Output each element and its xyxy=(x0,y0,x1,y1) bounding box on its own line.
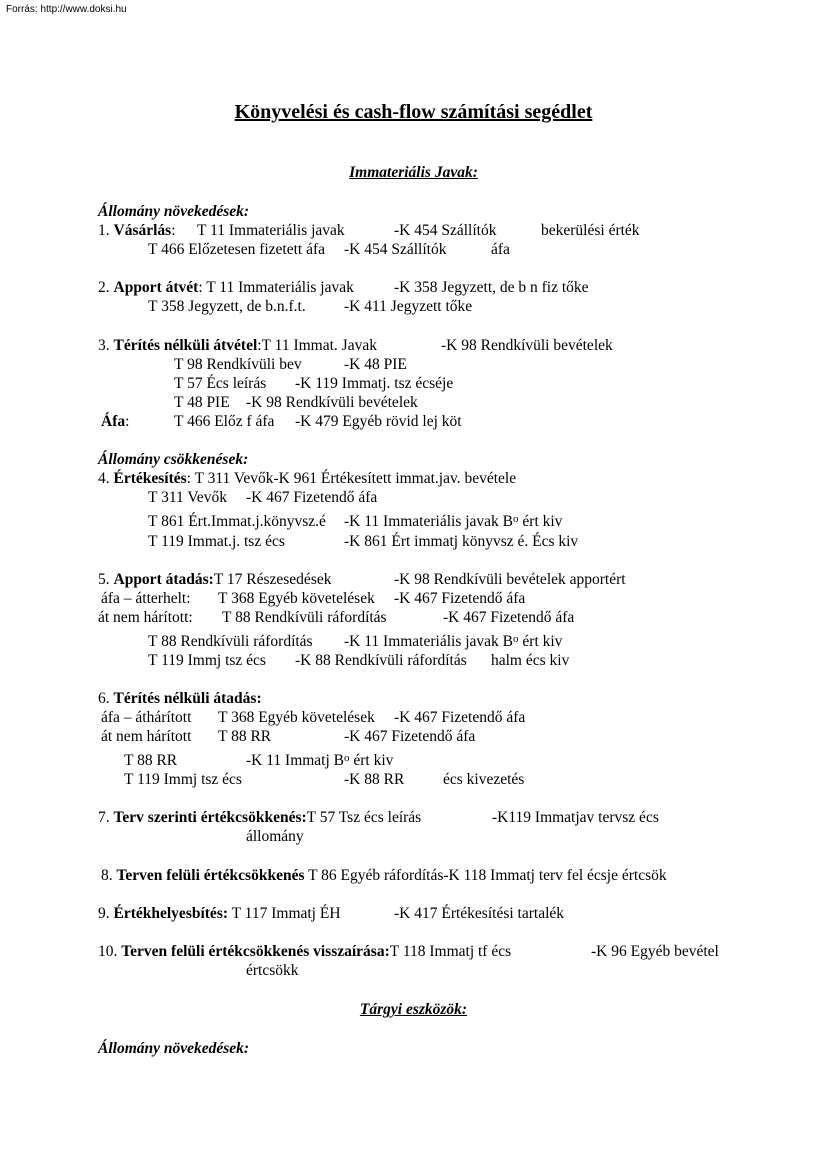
entry-1b-debit: T 466 Előzetesen fizetett áfa xyxy=(148,241,326,258)
entry-5e-debit: T 119 Immj tsz écs xyxy=(148,652,266,669)
entry-6b-debit: T 368 Egyéb követelések xyxy=(218,709,375,726)
entry-5c-credit: -K 467 Fizetendő áfa xyxy=(443,609,575,626)
entry-3d-credit: -K 98 Rendkívüli bevételek xyxy=(246,394,418,411)
entry-3c-credit: -K 119 Immatj. tsz écséje xyxy=(295,375,454,392)
entry-5d-credit: -K 11 Immateriális javak $B^o$ ért kiv xyxy=(344,633,563,650)
entry-2-label: 2. Apport átvét: T 11 Immateriális javak xyxy=(98,279,354,296)
entry-6d-credit: -K 11 Immatj $B^o$ ért kiv xyxy=(246,752,394,769)
entry-3b-debit: T 98 Rendkívüli bev xyxy=(174,356,302,373)
entry-5e-note: halm écs kiv xyxy=(491,652,570,669)
entry-8-label: 8. Terven felüli értékcsökkenés T 86 Egyéb ráfordítás-K 118 Immatj terv fel écsje értcsök xyxy=(101,867,667,884)
entry-1-label: 1. Vásárlás: xyxy=(98,222,176,239)
entry-6b-label: áfa – áthárított xyxy=(101,709,192,726)
entry-2b-credit: -K 411 Jegyzett tőke xyxy=(344,298,473,315)
entry-5b-label: áfa – átterhelt: xyxy=(101,590,191,607)
entry-4c-debit: T 861 Ért.Immat.j.könyvsz.é xyxy=(148,513,326,530)
entry-4c-credit: -K 11 Immateriális javak $B^o$ ért kiv xyxy=(344,513,563,530)
entry-6c-label: át nem hárított xyxy=(101,728,192,745)
entry-9-credit: -K 417 Értékesítési tartalék xyxy=(394,905,565,922)
entry-3-credit: -K 98 Rendkívüli bevételek xyxy=(441,337,613,354)
entry-5c-label: át nem hárított: xyxy=(98,609,193,626)
entry-6b-credit: -K 467 Fizetendő áfa xyxy=(394,709,526,726)
entry-7-label: 7. Terv szerinti értékcsökkenés:T 57 Tsz écs leírás xyxy=(98,809,422,826)
entry-3c-debit: T 57 Écs leírás xyxy=(174,375,267,392)
entry-9-label: 9. Értékhelyesbítés: T 117 Immatj ÉH xyxy=(98,905,341,922)
entry-2-credit: -K 358 Jegyzett, de b n fiz tőke xyxy=(394,279,589,296)
entry-4b-debit: T 311 Vevők xyxy=(148,489,227,506)
source-watermark: Forrás: http://www.doksi.hu xyxy=(6,4,127,15)
subheading-increases-2: Állomány növekedések: xyxy=(98,1040,250,1057)
entry-5-label: 5. Apport átadás:T 17 Részesedések xyxy=(98,571,332,588)
entry-3e-credit: -K 479 Egyéb rövid lej köt xyxy=(295,413,462,430)
entry-1-debit: T 11 Immateriális javak xyxy=(197,222,345,239)
entry-6e-debit: T 119 Immj tsz écs xyxy=(124,771,242,788)
entry-10-credit: -K 96 Egyéb bevétel xyxy=(591,943,719,960)
entry-6e-credit: -K 88 RR xyxy=(344,771,405,788)
entry-5d-debit: T 88 Rendkívüli ráfordítás xyxy=(148,633,313,650)
entry-6e-note: écs kivezetés xyxy=(443,771,525,788)
entry-3-label: 3. Térítés nélküli átvétel:T 11 Immat. Javak xyxy=(98,337,377,354)
entry-1-note: bekerülési érték xyxy=(541,222,640,239)
entry-4-label: 4. Értékesítés: T 311 Vevők-K 961 Értékesített immat.jav. bevétele xyxy=(98,470,517,487)
entry-3e-debit: T 466 Előz f áfa xyxy=(174,413,275,430)
entry-4d-credit: -K 861 Ért immatj könyvsz é. Écs kiv xyxy=(344,533,579,550)
entry-5b-credit: -K 467 Fizetendő áfa xyxy=(394,590,526,607)
entry-5e-credit: -K 88 Rendkívüli ráfordítás xyxy=(295,652,467,669)
entry-4d-debit: T 119 Immat.j. tsz écs xyxy=(148,533,285,550)
entry-4b-credit: -K 467 Fizetendő áfa xyxy=(246,489,378,506)
entry-3e-label: Áfa: xyxy=(101,413,130,430)
entry-6-label: 6. Térítés nélküli átadás: xyxy=(98,690,262,707)
entry-1b-credit: -K 454 Szállítók xyxy=(344,241,447,258)
entry-6c-debit: T 88 RR xyxy=(218,728,272,745)
entry-6d-debit: T 88 RR xyxy=(124,752,178,769)
entry-3b-credit: -K 48 PIE xyxy=(344,356,407,373)
section-heading-tangible: Tárgyi eszközök: xyxy=(359,1001,468,1018)
entry-5b-debit: T 368 Egyéb követelések xyxy=(218,590,375,607)
section-heading-intangible: Immateriális Javak: xyxy=(349,164,478,181)
entry-10-cont: értcsökk xyxy=(246,962,299,979)
entry-10-label: 10. Terven felüli értékcsökkenés visszaírása:T 118 Immatj tf écs xyxy=(98,943,512,960)
entry-1-credit: -K 454 Szállítók xyxy=(394,222,497,239)
entry-6c-credit: -K 467 Fizetendő áfa xyxy=(344,728,476,745)
entry-2b-debit: T 358 Jegyzett, de b.n.f.t. xyxy=(148,298,306,315)
entry-1b-note: áfa xyxy=(491,241,510,258)
subheading-decreases: Állomány csökkenések: xyxy=(98,451,249,468)
entry-5c-debit: T 88 Rendkívüli ráfordítás xyxy=(222,609,387,626)
entry-7-credit-cont: állomány xyxy=(246,828,304,845)
subheading-increases: Állomány növekedések: xyxy=(98,203,250,220)
entry-7-credit: -K119 Immatjav tervsz écs xyxy=(492,809,659,826)
entry-3d-debit: T 48 PIE xyxy=(174,394,230,411)
page-title: Könyvelési és cash-flow számítási segédlet xyxy=(234,101,593,123)
entry-5-credit: -K 98 Rendkívüli bevételek apportért xyxy=(394,571,626,588)
